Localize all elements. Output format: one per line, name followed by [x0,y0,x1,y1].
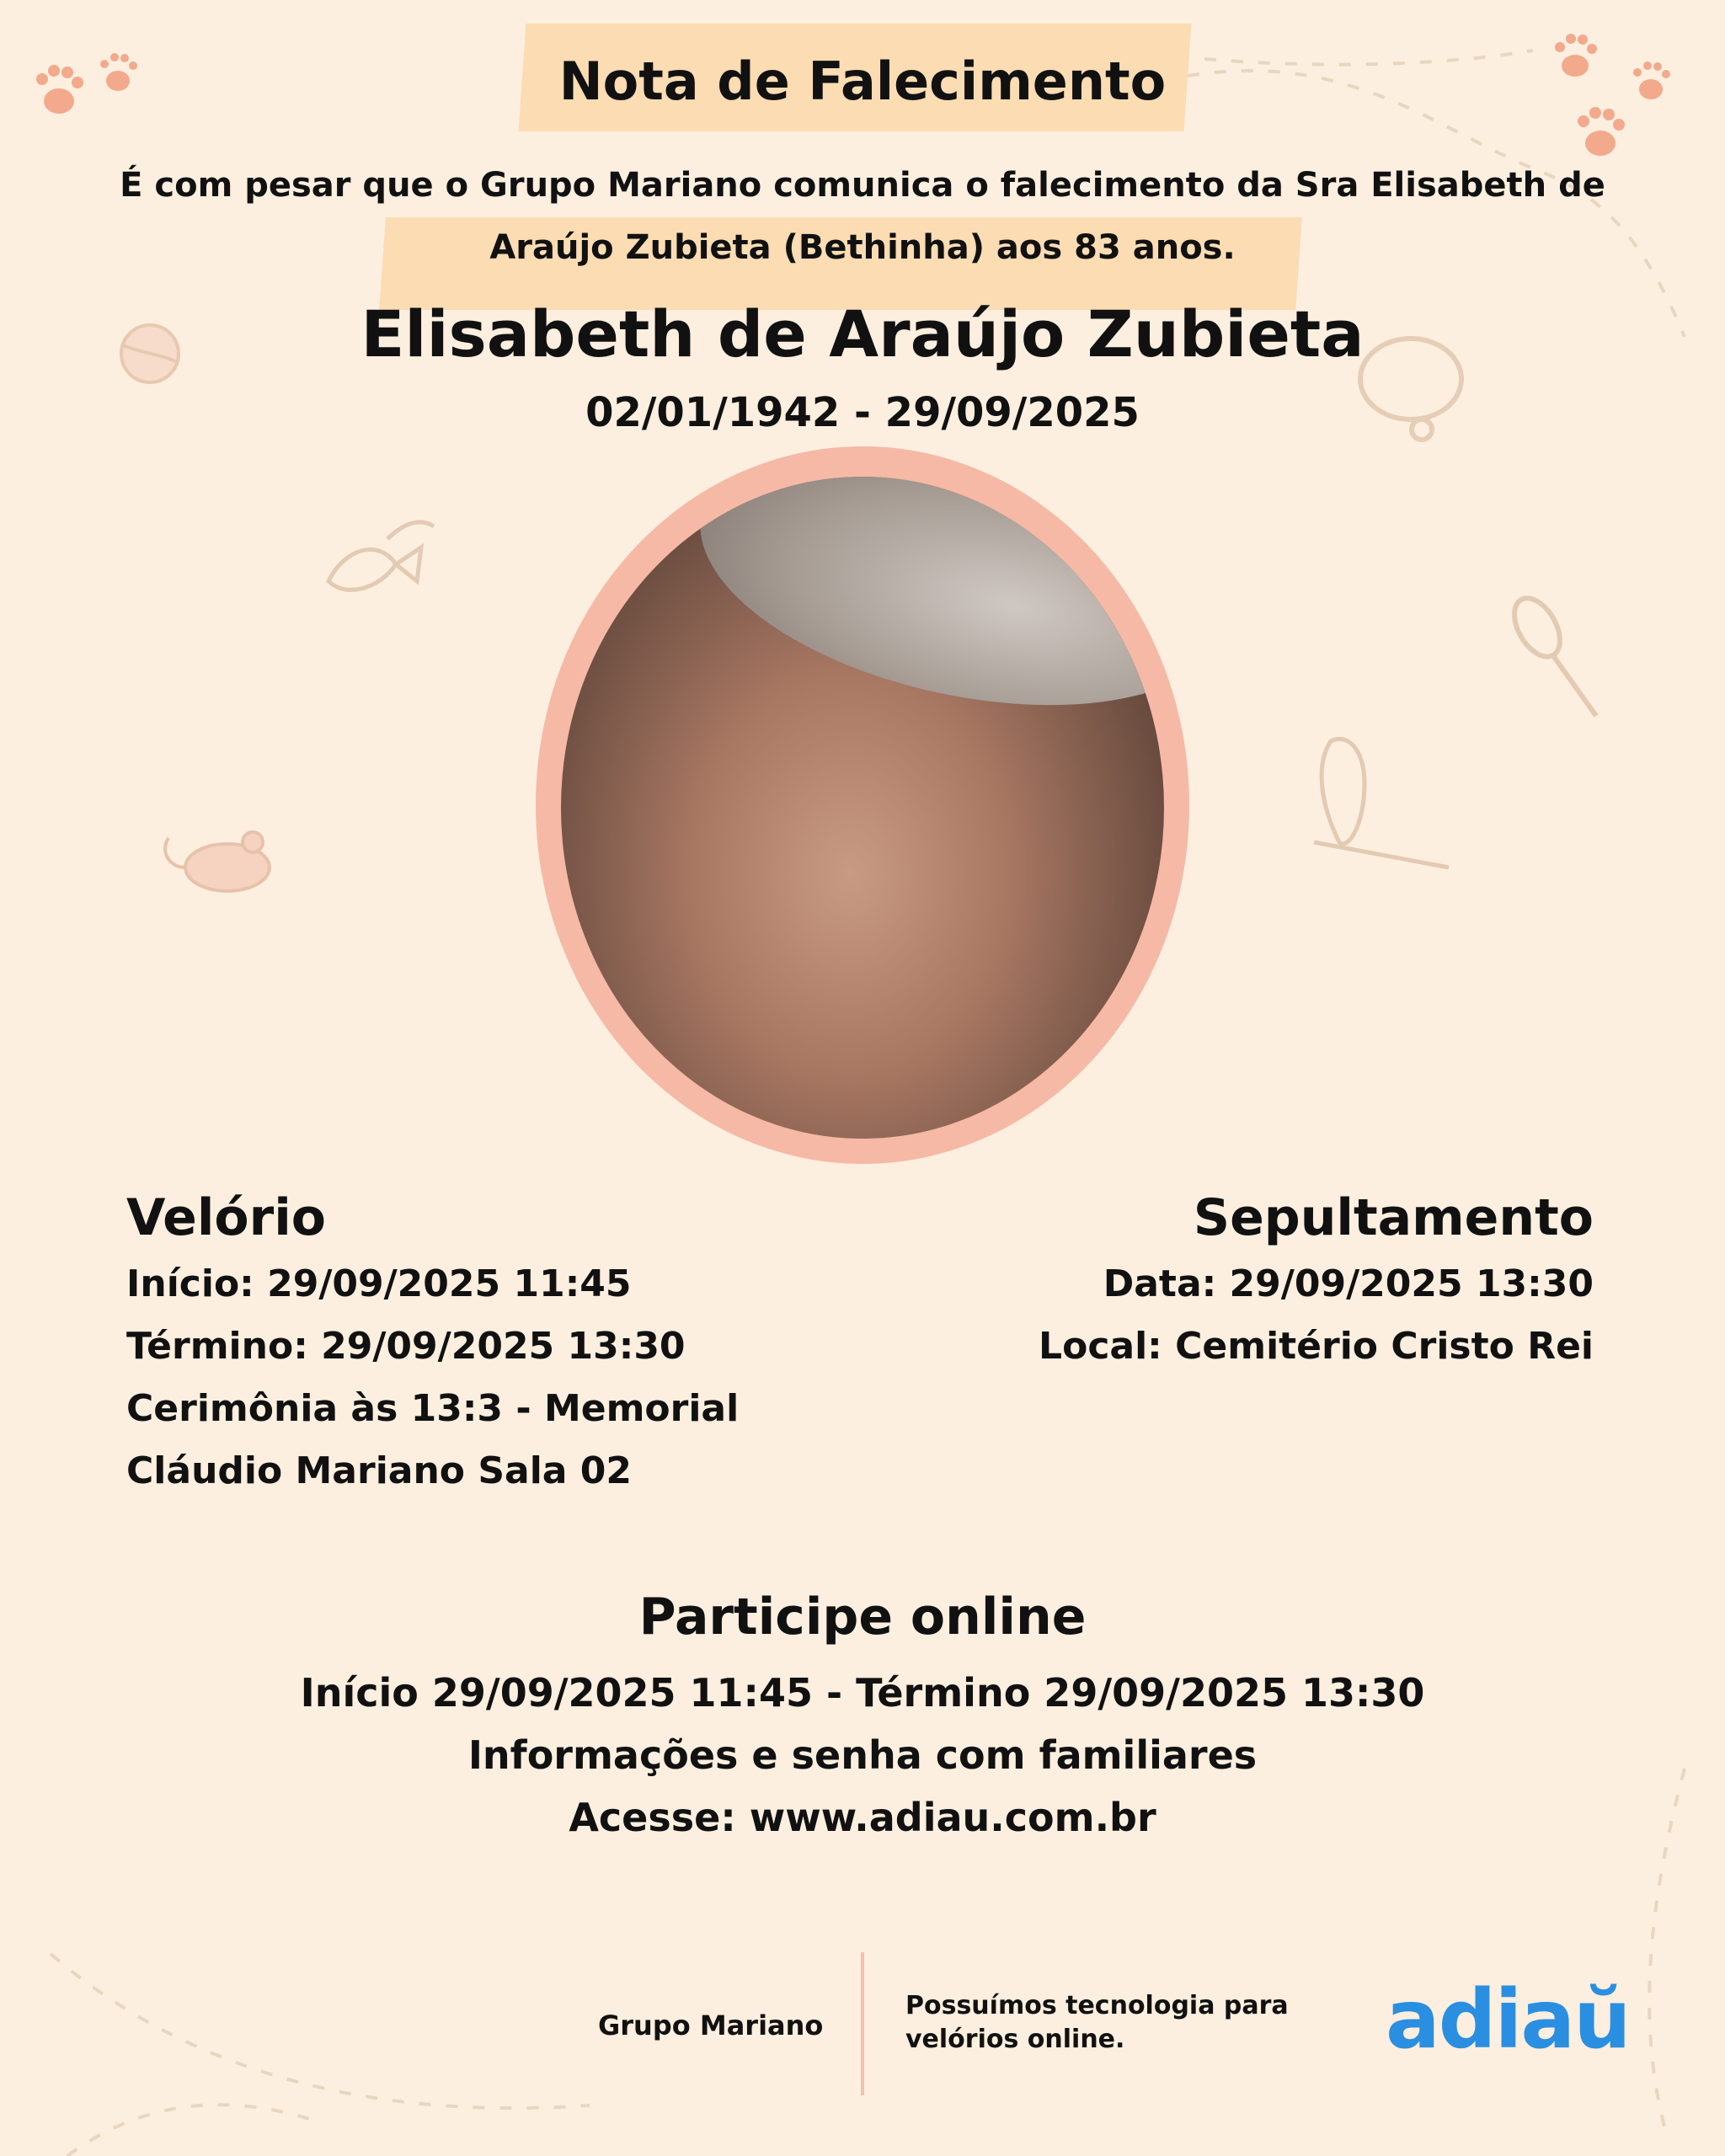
bird-icon [1314,739,1449,867]
velorio-termino: Término: 29/09/2025 13:30 [126,1325,686,1368]
online-access-link[interactable]: Acesse: www.adiau.com.br [569,1795,1156,1840]
brush-icon [1505,590,1596,716]
online-info: Informações e senha com familiares [467,1732,1258,1778]
footer-tagline-2: velórios online. [905,2025,1125,2054]
intro-line-1: É com pesar que o Grupo Mariano comunica o falecimento da Sra Elisabeth de [120,166,1605,205]
footer-tagline [905,1989,1289,2057]
deceased-name: Elisabeth de Araújo Zubieta [360,296,1365,371]
footer-tagline-1: Possuímos tecnologia para [905,1991,1289,2020]
sepultamento-section [927,1182,1594,1378]
intro-line-2: Araújo Zubieta (Bethinha) aos 83 anos. [489,228,1236,267]
velorio-inicio: Início: 29/09/2025 11:45 [126,1262,632,1305]
adiau-logo: adiaŭ [1386,1972,1630,2067]
portrait-photo [561,477,1164,1139]
velorio-cerimonia-1: Cerimônia às 13:3 - Memorial [126,1387,740,1430]
velorio-cerimonia-2: Cláudio Mariano Sala 02 [126,1449,633,1492]
mouse-toy-icon [165,832,270,891]
footer-company: Grupo Mariano [598,2009,824,2041]
velorio-section [126,1182,739,1502]
intro-text [0,154,1725,279]
online-times: Início 29/09/2025 11:45 - Término 29/09/2025 13:30 [300,1670,1425,1716]
life-dates: 02/01/1942 - 29/09/2025 [585,389,1140,436]
sepultamento-data: Data: 29/09/2025 13:30 [1103,1262,1594,1305]
page-title: Nota de Falecimento [558,51,1167,112]
sepultamento-heading: Sepultamento [1193,1188,1594,1247]
portrait-hair [676,477,1164,749]
footer-divider [861,1952,864,2095]
sepultamento-local: Local: Cemitério Cristo Rei [1039,1325,1594,1368]
velorio-heading: Velório [126,1188,327,1247]
fish-icon [328,522,434,590]
online-heading: Participe online [638,1588,1087,1646]
